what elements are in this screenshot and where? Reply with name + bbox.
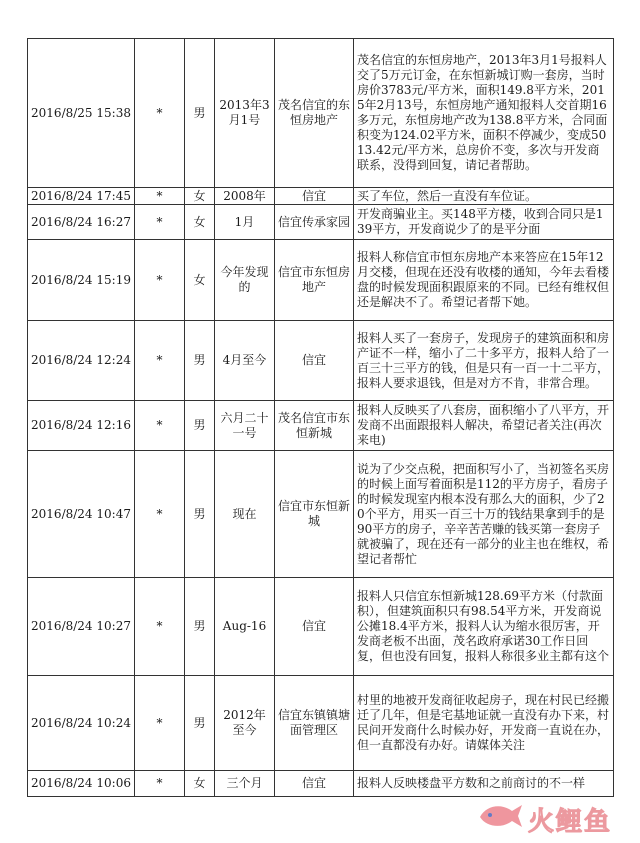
cell-gender: 男 bbox=[185, 578, 215, 676]
cell-gender: 男 bbox=[185, 676, 215, 771]
cell-gender: 男 bbox=[185, 39, 215, 188]
cell-gender: 女 bbox=[185, 205, 215, 240]
cell-masked: * bbox=[135, 578, 185, 676]
table-row bbox=[28, 240, 614, 321]
table-row bbox=[28, 771, 614, 797]
cell-location: 信宜 bbox=[275, 771, 354, 797]
cell-location: 茂名信宜市东恒新城 bbox=[275, 401, 354, 451]
fish-logo-icon bbox=[476, 799, 526, 833]
table-row bbox=[28, 321, 614, 401]
cell-time: Aug-16 bbox=[215, 578, 275, 676]
cell-gender: 男 bbox=[185, 451, 215, 578]
cell-time: 六月二十一号 bbox=[215, 401, 275, 451]
cell-masked: * bbox=[135, 321, 185, 401]
cell-location: 信宜 bbox=[275, 578, 354, 676]
cell-date: 2016/8/25 15:38 bbox=[28, 39, 135, 188]
cell-date: 2016/8/24 10:24 bbox=[28, 676, 135, 771]
cell-description: 买了车位，然后一直没有车位证。 bbox=[354, 188, 614, 205]
cell-date: 2016/8/24 16:27 bbox=[28, 205, 135, 240]
cell-description: 报料人只信宜东恒新城128.69平方米（付款面积），但建筑面积只有98.54平方米，开发商说公摊18.4平方米，报料人认为缩水很厉害，开发商老板不出面，茂名政府承诺30工作日回复，但也没有回复，报料人称很多业主都有这个 bbox=[354, 578, 614, 676]
cell-description: 开发商骗业主。买148平方楼，收到合同只是139平方，开发商说少了的是平分面 bbox=[354, 205, 614, 240]
cell-time: 三个月 bbox=[215, 771, 275, 797]
cell-description: 报料人称信宜市恒东房地产本来答应在15年12月交楼，但现在还没有收楼的通知，今年去看楼盘的时候发现面积跟原来的不同。已经有维权但还是解决不了。希望记者帮下她。 bbox=[354, 240, 614, 321]
cell-description: 村里的地被开发商征收起房子，现在村民已经搬迁了几年，但是宅基地证就一直没有办下来，村民问开发商什么时候办好，开发商一直说在办，但一直都没有办好。请媒体关注 bbox=[354, 676, 614, 771]
cell-date: 2016/8/24 15:19 bbox=[28, 240, 135, 321]
table-row bbox=[28, 451, 614, 578]
cell-masked: * bbox=[135, 205, 185, 240]
cell-time: 2013年3月1号 bbox=[215, 39, 275, 188]
cell-time: 2012年至今 bbox=[215, 676, 275, 771]
cell-gender: 女 bbox=[185, 188, 215, 205]
cell-gender: 女 bbox=[185, 240, 215, 321]
watermark-logo bbox=[476, 799, 626, 837]
cell-description: 茂名信宜的东恒房地产，2013年3月1号报料人交了5万元订金，在东恒新城订购一套房，当时房价3783元/平方米，面积149.8平方米，2015年2月13号，东恒房地产通知报料人交首期16多万元，东恒房地产改为138.8平方米，合同面积变为124.02平方米，面积不停减少，变成5013.42元/平方米，总房价不变，多次与开发商联系，没得到回复，请记者帮助。 bbox=[354, 39, 614, 188]
table-row bbox=[28, 39, 614, 188]
cell-masked: * bbox=[135, 401, 185, 451]
table-row bbox=[28, 188, 614, 205]
cell-location: 信宜东镇镇塘面管理区 bbox=[275, 676, 354, 771]
cell-masked: * bbox=[135, 39, 185, 188]
cell-masked: * bbox=[135, 771, 185, 797]
cell-date: 2016/8/24 10:47 bbox=[28, 451, 135, 578]
cell-time: 现在 bbox=[215, 451, 275, 578]
cell-date: 2016/8/24 10:27 bbox=[28, 578, 135, 676]
cell-description: 说为了少交点税，把面积写小了，当初签名买房的时候上面写着面积是112的平方房子，看房子的时候发现室内根本没有那么大的面积，少了20个平方，用买一百三十万的钱结果拿到手的是90平方的房子，辛辛苦苦赚的钱买第一套房子就被骗了，现在还有一部分的业主也在维权，希望记者帮忙 bbox=[354, 451, 614, 578]
cell-location: 信宜 bbox=[275, 188, 354, 205]
table-row bbox=[28, 676, 614, 771]
table-body bbox=[28, 39, 614, 797]
cell-location: 信宜市东恒房地产 bbox=[275, 240, 354, 321]
cell-masked: * bbox=[135, 240, 185, 321]
cell-description: 报料人买了一套房子，发现房子的建筑面积和房产证不一样，缩小了二十多平方，报料人给了一百三十三平方的钱，但是只有一百一十二平方，报料人要求退钱，但是对方不肯，非常合理。 bbox=[354, 321, 614, 401]
cell-gender: 女 bbox=[185, 771, 215, 797]
cell-date: 2016/8/24 17:45 bbox=[28, 188, 135, 205]
cell-date: 2016/8/24 12:16 bbox=[28, 401, 135, 451]
cell-description: 报料人反映楼盘平方数和之前商讨的不一样 bbox=[354, 771, 614, 797]
cell-location: 信宜传承家园 bbox=[275, 205, 354, 240]
table-row bbox=[28, 205, 614, 240]
cell-date: 2016/8/24 10:06 bbox=[28, 771, 135, 797]
cell-time: 今年发现的 bbox=[215, 240, 275, 321]
cell-description: 报料人反映买了八套房，面积缩小了八平方，开发商不出面跟报料人解决，希望记者关注(再次来电) bbox=[354, 401, 614, 451]
cell-time: 2008年 bbox=[215, 188, 275, 205]
table-row bbox=[28, 578, 614, 676]
complaint-table bbox=[27, 38, 614, 797]
cell-time: 1月 bbox=[215, 205, 275, 240]
cell-location: 茂名信宜的东恒房地产 bbox=[275, 39, 354, 188]
cell-gender: 男 bbox=[185, 401, 215, 451]
cell-location: 信宜市东恒新城 bbox=[275, 451, 354, 578]
cell-masked: * bbox=[135, 188, 185, 205]
cell-date: 2016/8/24 12:24 bbox=[28, 321, 135, 401]
cell-masked: * bbox=[135, 676, 185, 771]
watermark-text: 火鲤鱼 bbox=[528, 807, 613, 837]
cell-masked: * bbox=[135, 451, 185, 578]
cell-gender: 男 bbox=[185, 321, 215, 401]
table-row bbox=[28, 401, 614, 451]
cell-location: 信宜 bbox=[275, 321, 354, 401]
cell-time: 4月至今 bbox=[215, 321, 275, 401]
